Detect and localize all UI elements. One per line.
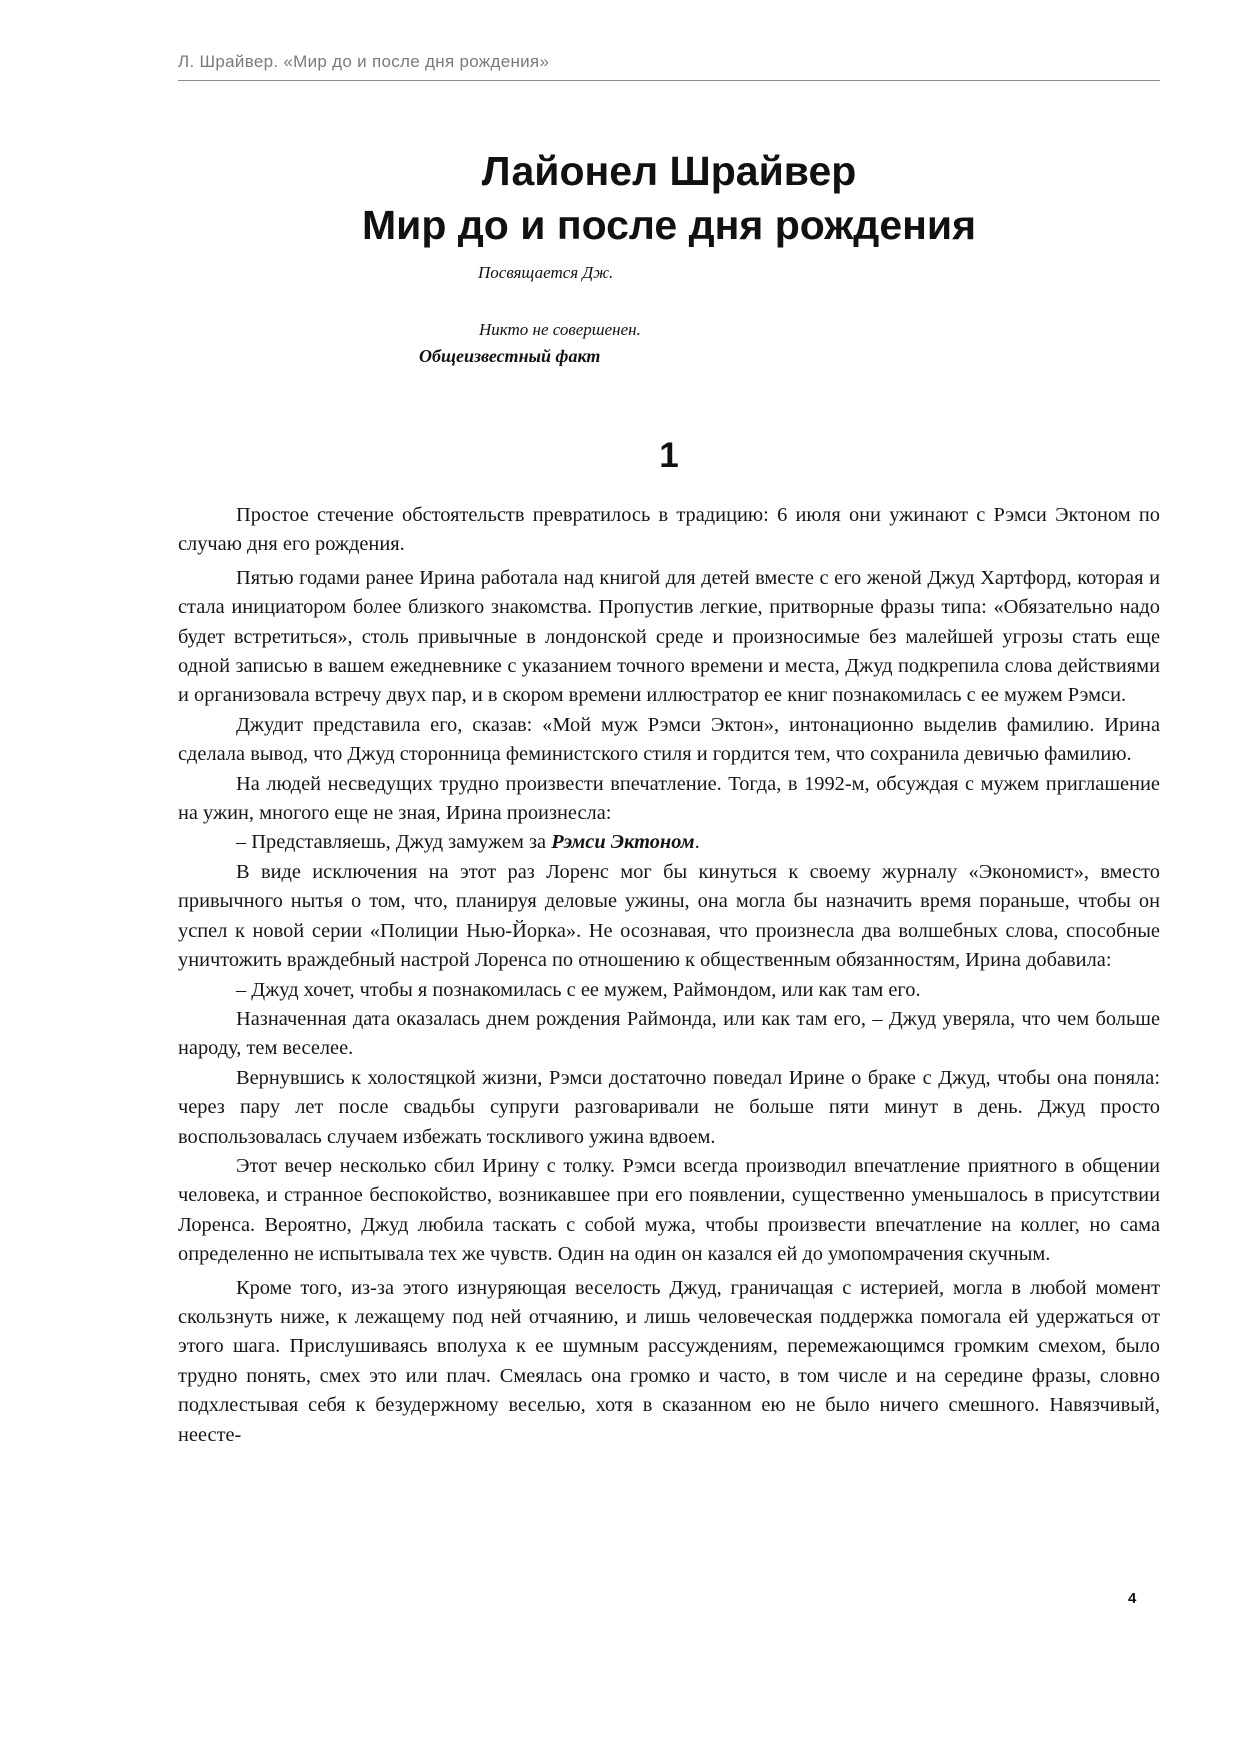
paragraph: Назначенная дата оказалась днем рождения Раймонда, или как там его, – Джуд уверяла, что чем больше народу, тем веселее. (178, 1007, 1160, 1060)
dialogue-text: – Представляешь, Джуд замужем за (236, 831, 552, 854)
paragraph: Простое стечение обстоятельств превратилось в традицию: 6 июля они ужинают с Рэмси Эктоном по случаю дня его рождения. (178, 504, 1160, 556)
page-number: 4 (1128, 1590, 1137, 1607)
emphasized-name: Рэмси Эктоном (551, 831, 695, 854)
dialogue-end: . (694, 831, 700, 854)
chapter-body (178, 501, 1160, 1450)
dedication: Посвящается Дж. (478, 263, 614, 282)
paragraph: В виде исключения на этот раз Лоренс мог бы кинуться к своему журналу «Экономист», вместо привычного нытья о том, что, планируя деловые ужины, она могла бы назначить время пораньше, чтобы он успел к новой серии «Полиции Нью-Йорка». Не осознавая, что произнесла два волшебных слова, способные уничтожить враждебный настрой Лоренса по отношению к общественным обязанностям, Ирина добавила: (178, 860, 1160, 972)
paragraph (178, 828, 1160, 857)
chapter-number: 1 (659, 436, 679, 475)
book-title (178, 144, 1160, 252)
author-name: Лайонел Шрайвер (481, 148, 857, 194)
paragraph: Джудит представила его, сказав: «Мой муж Рэмси Эктон», интонационно выделив фамилию. Ирина сделала вывод, что Джуд сторонница феминистского стиля и гордится тем, что сохранила девичью фамилию. (178, 713, 1160, 766)
paragraph: Вернувшись к холостяцкой жизни, Рэмси достаточно поведал Ирине о браке с Джуд, чтобы она поняла: через пару лет после свадьбы супруги разговаривали не больше пяти минут в день. Джуд просто воспользовалась случаем избежать тоскливого ужина вдвоем. (178, 1066, 1160, 1148)
running-head: Л. Шрайвер. «Мир до и после дня рождения» (178, 52, 1160, 81)
paragraph: – Джуд хочет, чтобы я познакомилась с ее мужем, Раймондом, или как там его. (236, 978, 921, 1001)
epigraph-text: Никто не совершенен. (479, 320, 641, 339)
paragraph: Пятью годами ранее Ирина работала над книгой для детей вместе с его женой Джуд Хартфорд, которая и стала инициатором более близкого знакомства. Пропустив легкие, притворные фразы типа: «Обязательно надо будет встретиться», столь привычные в лондонской среде и произносимые без малейшей угрозы стать еще одной записью в вашем ежедневнике с указанием точного времени и места, Джуд подкрепила слова действиями и организовала встречу двух пар, и в скором времени иллюстратор ее книг познакомилась с ее мужем Рэмси. (178, 566, 1160, 707)
paragraph: Кроме того, из-за этого изнуряющая веселость Джуд, граничащая с истерией, могла в любой момент скользнуть ниже, к лежащему под ней отчаянию, и лишь человеческая поддержка помогала ей удержаться от этого шага. Прислушиваясь вполуха к ее шумным рассуждениям, перемежающимся громким смехом, было трудно понять, смех это или плач. Смеялась она громко и часто, в том числе и на середине фразы, словно подхлестывая себя к безудержному веселью, хотя в сказанном ею не было ничего смешного. Навязчивый, неесте- (178, 1276, 1160, 1446)
epigraph-source: Общеизвестный факт (419, 346, 601, 366)
book-name: Мир до и после дня рождения (361, 202, 977, 248)
paragraph: Этот вечер несколько сбил Ирину с толку. Рэмси всегда производил впечатление приятного в общении человека, и странное беспокойство, возникавшее при его появлении, существенно уменьшалось в присутствии Лоренса. Вероятно, Джуд любила таскать с собой мужа, чтобы произвести впечатление на коллег, но сама определенно не испытывала тех же чувств. Один на один он казался ей до умопомрачения скучным. (178, 1154, 1160, 1266)
paragraph: На людей несведущих трудно произвести впечатление. Тогда, в 1992-м, обсуждая с мужем приглашение на ужин, многого еще не зная, Ирина произнесла: (178, 772, 1160, 825)
